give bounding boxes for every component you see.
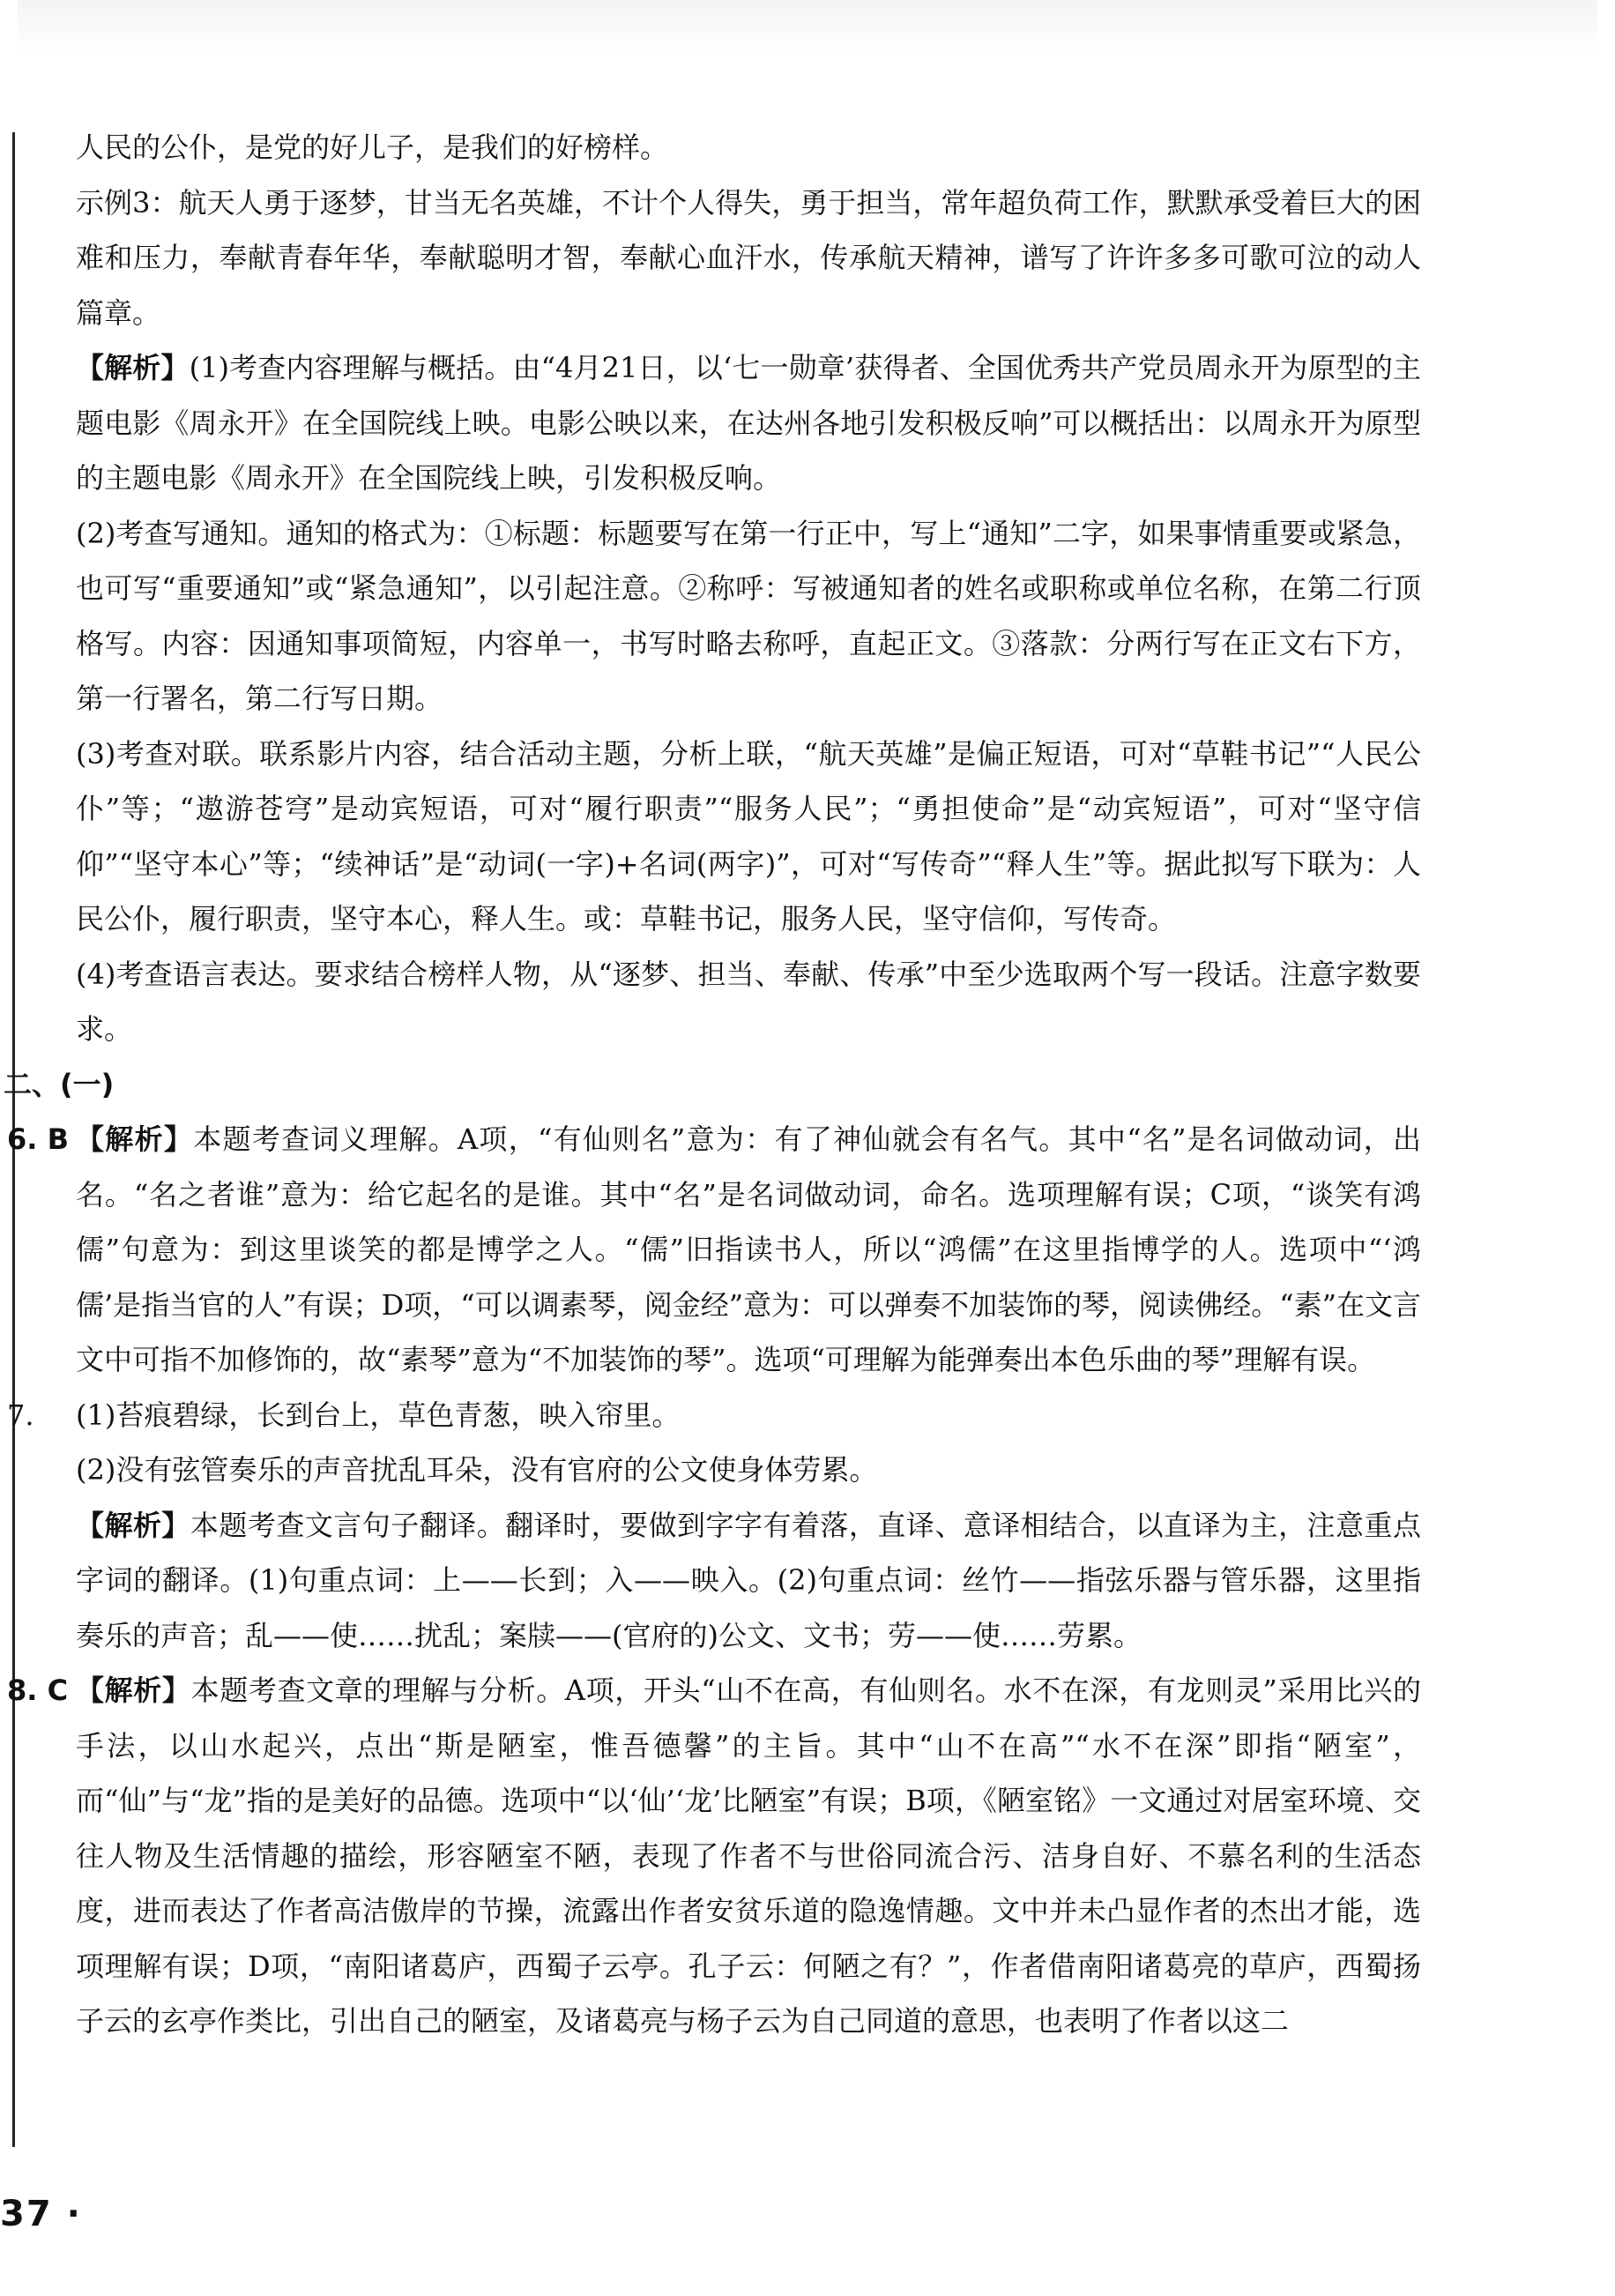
question-number: 8. C [7, 1674, 69, 1707]
scan-top-shadow [18, 0, 1597, 53]
analysis-tag: 【解析】 [76, 351, 190, 384]
paragraph [76, 340, 1421, 506]
text-line: 人民的公仆，是党的好儿子，是我们的好榜样。 [76, 130, 669, 164]
question-number: 6. B [7, 1122, 69, 1156]
paragraph [76, 727, 1421, 947]
analysis-2: (2)考查写通知。通知的格式为：①标题：标题要写在第一行正中，写上“通知”二字，如果事情重要或紧急，也可写“重要通知”或“紧急通知”，以引起注意。②称呼：写被通知者的姓名或职称或单位名称，在第二行顶格写。内容：因通知事项简短，内容单一，书写时略去称呼，直起正文。③落款：分两行写在正文右下方，第一行署名，第二行写日期。 [76, 516, 1421, 715]
example-3: 示例3：航天人勇于逐梦，甘当无名英雄，不计个人得失，勇于担当，常年超负荷工作，默默承受着巨大的困难和压力，奉献青春年华，奉献聪明才智，奉献心血汗水，传承航天精神，谱写了许许多多可歌可泣的动人篇章。 [76, 185, 1421, 330]
section-title: 二、(一) [4, 1067, 115, 1101]
analysis-tag: 【解析】 [76, 1674, 191, 1707]
answer-7-1: (1)苔痕碧绿，长到台上，草色青葱，映入帘里。 [76, 1398, 681, 1432]
question-6 [7, 1112, 1421, 1388]
paragraph [76, 120, 1421, 175]
question-7-analysis: 本题考查文言句子翻译。翻译时，要做到字字有着落，直译、意译相结合，以直译为主，注意重点字词的翻译。(1)句重点词：上——长到；入——映入。(2)句重点词：丝竹——指弦乐器与管乐器，这里指奏乐的声音；乱——使……扰乱；案牍——(官府的)公文、文书；劳——使……劳累。 [76, 1508, 1421, 1652]
question-8 [7, 1663, 1421, 2049]
paragraph [76, 1498, 1421, 1664]
question-6-text: 本题考查词义理解。A项，“有仙则名”意为：有了神仙就会有名气。其中“名”是名词做动词，出名。“名之者谁”意为：给它起名的是谁。其中“名”是名词做动词，命名。选项理解有误；C项，“谈笑有鸿儒”句意为：到这里谈笑的都是博学之人。“儒”旧指读书人，所以“鸿儒”在这里指博学的人。选项中“‘鸿儒’是指当官的人”有误；D项，“可以调素琴，阅金经”意为：可以弹奏不加装饰的琴，阅读佛经。“素”在文言文中可指不加修饰的，故“素琴”意为“不加装饰的琴”。选项“可理解为能弹奏出本色乐曲的琴”理解有误。 [76, 1122, 1421, 1376]
paragraph [76, 947, 1421, 1057]
analysis-tag: 【解析】 [76, 1508, 190, 1542]
section-heading [4, 1057, 1421, 1113]
page-number: 37 · [0, 2194, 82, 2234]
analysis-1: (1)考查内容理解与概括。由“4月21日，以‘七一勋章’获得者、全国优秀共产党员周永开为原型的主题电影《周永开》在全国院线上映。电影公映以来，在达州各地引发积极反响”可以概括出：以周永开为原型的主题电影《周永开》在全国院线上映，引发积极反响。 [76, 351, 1421, 495]
analysis-3: (3)考查对联。联系影片内容，结合活动主题，分析上联，“航天英雄”是偏正短语，可对“草鞋书记”“人民公仆”等；“遨游苍穹”是动宾短语，可对“履行职责”“服务人民”；“勇担使命”是“动宾短语”，可对“坚守信仰”“坚守本心”等；“续神话”是“动词(一字)+名词(两字)”，可对“写传奇”“释人生”等。据此拟写下联为：人民公仆，履行职责，坚守本心，释人生。或：草鞋书记，服务人民，坚守信仰，写传奇。 [76, 736, 1421, 936]
analysis-4: (4)考查语言表达。要求结合榜样人物，从“逐梦、担当、奉献、传承”中至少选取两个写一段话。注意字数要求。 [76, 957, 1421, 1046]
analysis-tag: 【解析】 [76, 1122, 194, 1156]
answer-7-2: (2)没有弦管奏乐的声音扰乱耳朵，没有官府的公文使身体劳累。 [76, 1453, 878, 1487]
paragraph [76, 1442, 1421, 1498]
answer-text [4, 120, 1421, 2049]
question-7 [7, 1388, 1421, 1443]
paragraph [76, 506, 1421, 727]
paragraph [76, 175, 1421, 341]
question-number: 7. [7, 1398, 34, 1432]
question-8-text: 本题考查文章的理解与分析。A项，开头“山不在高，有仙则名。水不在深，有龙则灵”采用比兴的手法，以山水起兴，点出“斯是陋室，惟吾德馨”的主旨。其中“山不在高”“水不在深”即指“陋室”，而“仙”与“龙”指的是美好的品德。选项中“以‘仙’‘龙’比陋室”有误；B项，《陋室铭》一文通过对居室环境、交往人物及生活情趣的描绘，形容陋室不陋，表现了作者不与世俗同流合污、洁身自好、不慕名利的生活态度，进而表达了作者高洁傲岸的节操，流露出作者安贫乐道的隐逸情趣。文中并未凸显作者的杰出才能，选项理解有误；D项，“南阳诸葛庐，西蜀子云亭。孔子云：何陋之有？”，作者借南阳诸葛亮的草庐，西蜀扬子云的玄亭作类比，引出自己的陋室，及诸葛亮与杨子云为自己同道的意思，也表明了作者以这二 [76, 1674, 1421, 2038]
